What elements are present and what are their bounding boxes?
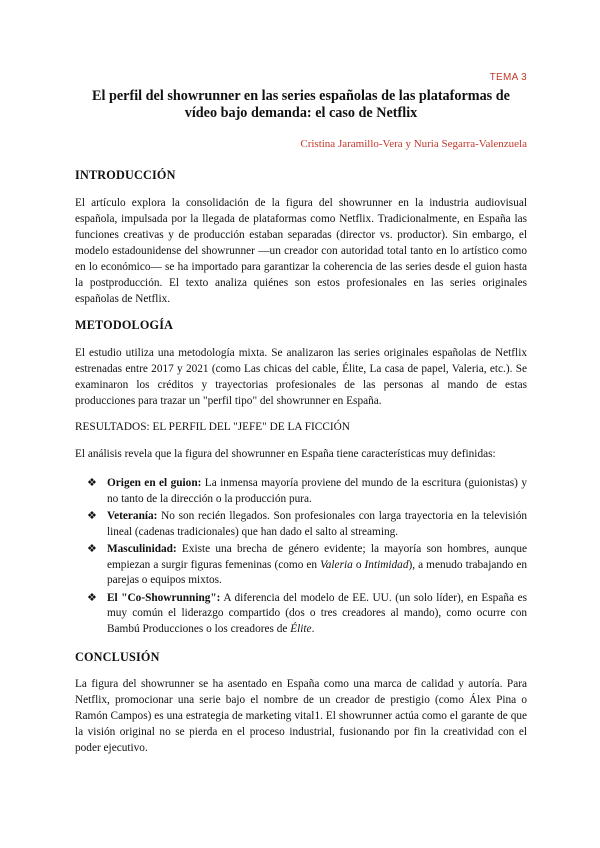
item-emphasis: Élite bbox=[290, 622, 312, 635]
item-label: El "Co-Showrunning": bbox=[107, 591, 221, 604]
item-emphasis: Intimidad bbox=[364, 558, 409, 571]
item-text: No son recién llegados. Son profesionales con larga trayectoria en la televisión lineal (cadenas tradicionales) que han dado el salto al streaming. bbox=[107, 510, 527, 538]
method-heading: METODOLOGÍA bbox=[75, 318, 174, 332]
results-intro: El análisis revela que la figura del showrunner en España tiene características muy definidas: bbox=[75, 448, 496, 460]
list-item bbox=[87, 476, 527, 507]
item-label: Masculinidad: bbox=[107, 543, 177, 555]
item-text: La inmensa mayoría proviene del mundo de la escritura (guionistas) y no tanto de la dirección o la producción pura. bbox=[107, 477, 527, 505]
document-title: El perfil del showrunner en las series españolas de las plataformas de vídeo bajo demanda: el caso de Netflix bbox=[92, 88, 510, 121]
results-heading: RESULTADOS: EL PERFIL DEL "JEFE" DE LA FICCIÓN bbox=[75, 421, 350, 433]
item-label: Origen en el guion: bbox=[107, 477, 202, 489]
item-text: A diferencia del modelo de EE. UU. (un solo líder), en España es muy común el liderazgo compartido (dos o tres creadores al mando), como ocurre con Bambú Producciones o los creadores de bbox=[107, 591, 527, 635]
section-tag: TEMA 3 bbox=[489, 72, 527, 83]
item-text: . bbox=[311, 622, 315, 635]
diamond-bullet-icon: ❖ bbox=[87, 510, 97, 522]
intro-heading: INTRODUCCIÓN bbox=[75, 168, 176, 182]
intro-paragraph: El artículo explora la consolidación de la figura del showrunner en la industria audiovisual española, impulsada por la llegada de plataformas como Netflix. Tradicionalmente, en España las funciones creativas y de producción estaban separadas (director vs. productor). Sin embargo, el modelo estadounidense del showrunner —un creador con autoridad total tanto en lo artístico como en lo económico— se ha importado para garantizar la coherencia de las series desde el guion hasta la postproducción. El texto analiza quiénes son estos profesionales en las series originales españolas de Netflix. bbox=[75, 197, 527, 305]
list-item bbox=[87, 509, 527, 540]
conclusion-paragraph: La figura del showrunner se ha asentado en España como una marca de calidad y autoría. Para Netflix, promocionar una serie bajo el nombre de un creador de prestigio (como Álex Pina o Ramón Campos) es una estrategia de marketing vital1. El showrunner actúa como el garante de que la visión original no se pierda en el proceso industrial, fusionando por fin la creatividad con el poder ejecutivo. bbox=[75, 678, 527, 754]
method-paragraph: El estudio utiliza una metodología mixta. Se analizaron las series originales españolas de Netflix estrenadas entre 2017 y 2021 (como Las chicas del cable, Élite, La casa de papel, Valeria, etc.). Se examinaron los créditos y trayectorias profesionales de las personas al mando de estas producciones para trazar un "perfil tipo" del showrunner en España. bbox=[75, 347, 527, 407]
diamond-bullet-icon: ❖ bbox=[87, 591, 97, 604]
results-list bbox=[87, 476, 527, 639]
item-label: Veteranía: bbox=[107, 510, 158, 522]
list-item bbox=[87, 591, 527, 638]
conclusion-heading: CONCLUSIÓN bbox=[75, 650, 160, 664]
item-text: ), a menudo trabajando en parejas o equipos mixtos. bbox=[107, 558, 528, 586]
item-text: Existe una brecha de género evidente; la mayoría son hombres, aunque empiezan a surgir figuras femeninas (como en bbox=[107, 543, 527, 571]
diamond-bullet-icon: ❖ bbox=[87, 477, 97, 489]
authors: Cristina Jaramillo-Vera y Nuria Segarra-Valenzuela bbox=[300, 138, 527, 150]
list-item bbox=[87, 542, 527, 589]
diamond-bullet-icon: ❖ bbox=[87, 543, 97, 555]
item-text: o bbox=[352, 558, 365, 571]
item-emphasis: Valeria bbox=[320, 558, 353, 571]
